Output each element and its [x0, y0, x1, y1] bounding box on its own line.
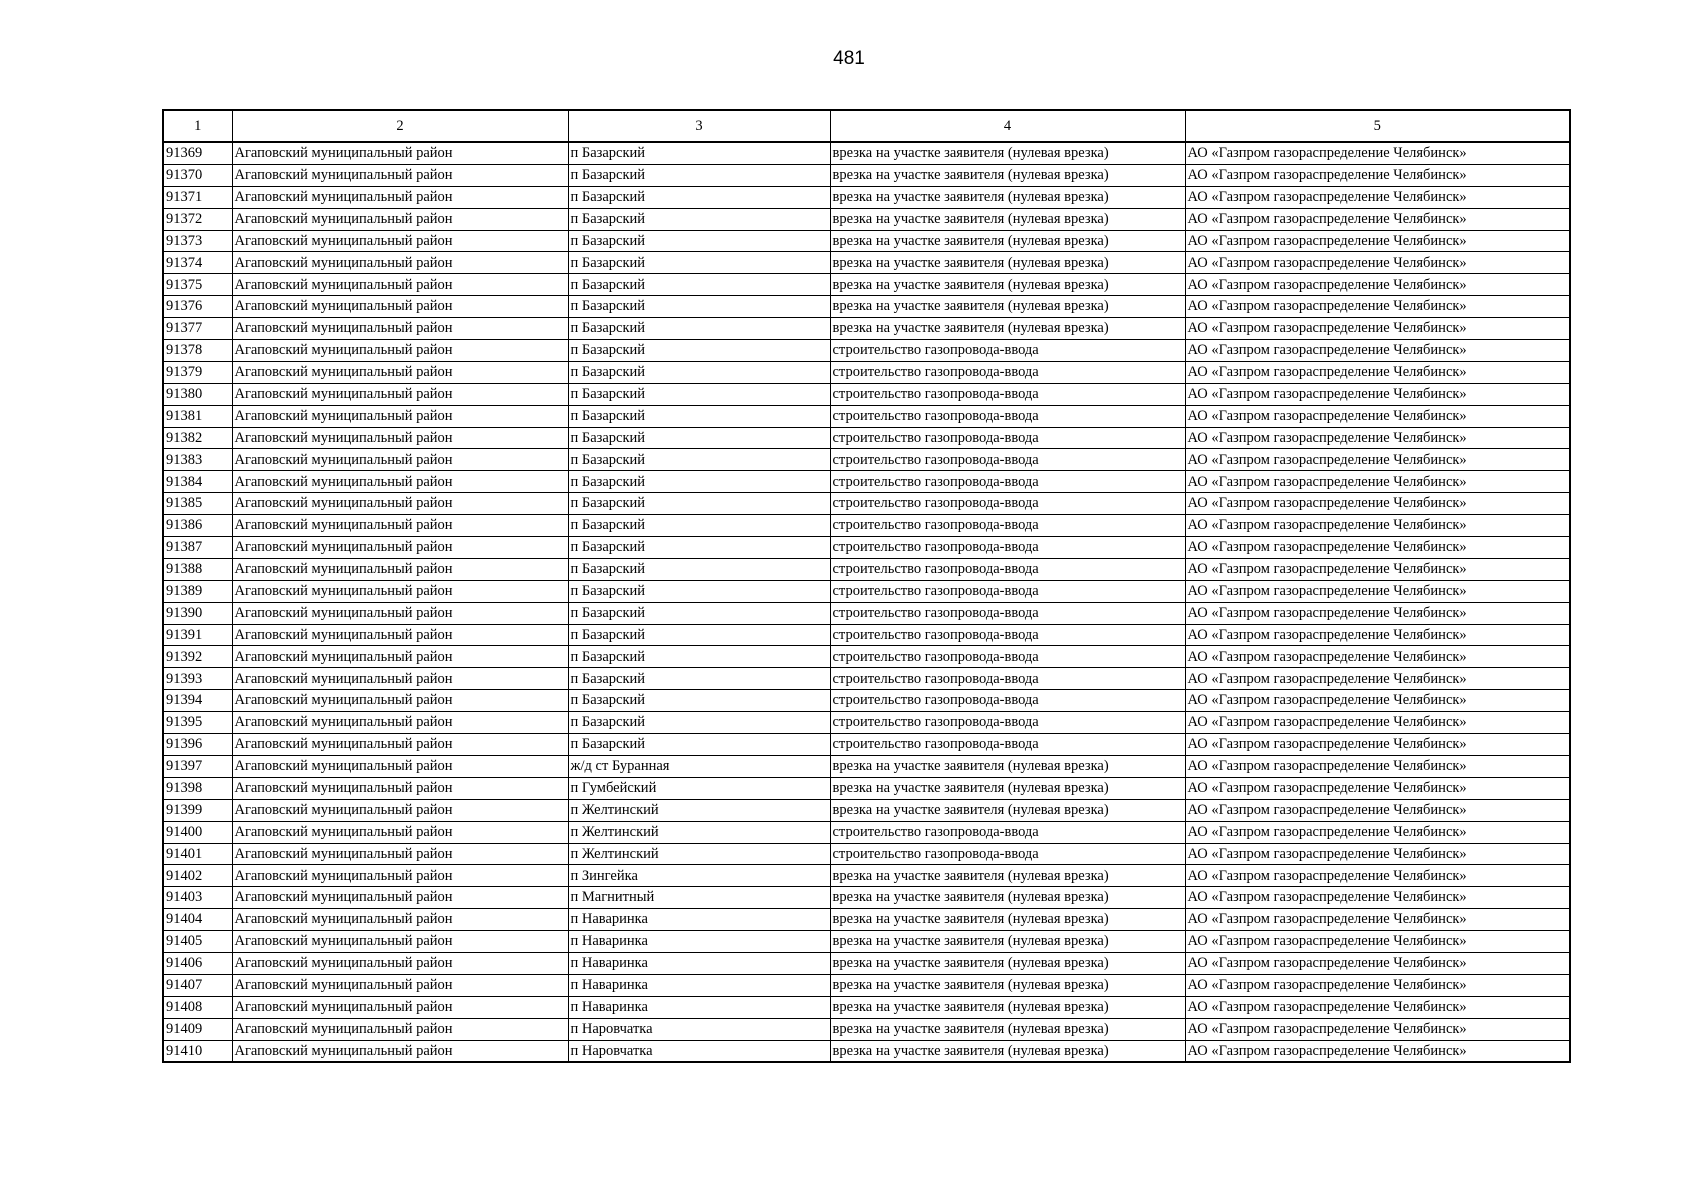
row-number-cell: 91375 — [163, 274, 232, 296]
organization-cell: АО «Газпром газораспределение Челябинск» — [1185, 887, 1570, 909]
row-number-cell: 91396 — [163, 734, 232, 756]
district-cell: Агаповский муниципальный район — [232, 164, 568, 186]
table-row — [163, 340, 1570, 362]
organization-cell: АО «Газпром газораспределение Челябинск» — [1185, 142, 1570, 164]
settlement-cell: п Желтинский — [568, 799, 830, 821]
district-cell: Агаповский муниципальный район — [232, 668, 568, 690]
work-type-cell: строительство газопровода-ввода — [830, 493, 1185, 515]
table-row — [163, 318, 1570, 340]
district-cell: Агаповский муниципальный район — [232, 405, 568, 427]
work-type-cell: врезка на участке заявителя (нулевая врезка) — [830, 952, 1185, 974]
district-cell: Агаповский муниципальный район — [232, 427, 568, 449]
row-number-cell: 91372 — [163, 208, 232, 230]
settlement-cell: п Базарский — [568, 230, 830, 252]
settlement-cell: п Базарский — [568, 471, 830, 493]
work-type-cell: врезка на участке заявителя (нулевая врезка) — [830, 755, 1185, 777]
work-type-cell: врезка на участке заявителя (нулевая врезка) — [830, 974, 1185, 996]
settlement-cell: п Базарский — [568, 274, 830, 296]
organization-cell: АО «Газпром газораспределение Челябинск» — [1185, 777, 1570, 799]
header-row — [163, 110, 1570, 142]
settlement-cell: п Базарский — [568, 164, 830, 186]
work-type-cell: врезка на участке заявителя (нулевая врезка) — [830, 777, 1185, 799]
row-number-cell: 91388 — [163, 558, 232, 580]
district-cell: Агаповский муниципальный район — [232, 931, 568, 953]
work-type-cell: врезка на участке заявителя (нулевая врезка) — [830, 186, 1185, 208]
organization-cell: АО «Газпром газораспределение Челябинск» — [1185, 186, 1570, 208]
settlement-cell: п Базарский — [568, 493, 830, 515]
row-number-cell: 91370 — [163, 164, 232, 186]
work-type-cell: строительство газопровода-ввода — [830, 580, 1185, 602]
row-number-cell: 91410 — [163, 1040, 232, 1062]
district-cell: Агаповский муниципальный район — [232, 383, 568, 405]
settlement-cell: п Базарский — [568, 646, 830, 668]
work-type-cell: врезка на участке заявителя (нулевая врезка) — [830, 887, 1185, 909]
row-number-cell: 91406 — [163, 952, 232, 974]
work-type-cell: врезка на участке заявителя (нулевая врезка) — [830, 799, 1185, 821]
district-cell: Агаповский муниципальный район — [232, 449, 568, 471]
organization-cell: АО «Газпром газораспределение Челябинск» — [1185, 843, 1570, 865]
table-row — [163, 1040, 1570, 1062]
table-header — [163, 110, 1570, 142]
district-cell: Агаповский муниципальный район — [232, 471, 568, 493]
district-cell: Агаповский муниципальный район — [232, 624, 568, 646]
settlement-cell: п Наровчатка — [568, 1040, 830, 1062]
district-cell: Агаповский муниципальный район — [232, 909, 568, 931]
district-cell: Агаповский муниципальный район — [232, 142, 568, 164]
work-type-cell: врезка на участке заявителя (нулевая врезка) — [830, 274, 1185, 296]
settlement-cell: п Наваринка — [568, 952, 830, 974]
settlement-cell: п Базарский — [568, 208, 830, 230]
settlement-cell: п Наваринка — [568, 996, 830, 1018]
district-cell: Агаповский муниципальный район — [232, 252, 568, 274]
settlement-cell: п Базарский — [568, 624, 830, 646]
work-type-cell: врезка на участке заявителя (нулевая врезка) — [830, 996, 1185, 1018]
organization-cell: АО «Газпром газораспределение Челябинск» — [1185, 974, 1570, 996]
table-row — [163, 427, 1570, 449]
work-type-cell: строительство газопровода-ввода — [830, 734, 1185, 756]
table-row — [163, 230, 1570, 252]
table-body — [163, 142, 1570, 1062]
settlement-cell: ж/д ст Буранная — [568, 755, 830, 777]
table-row — [163, 1018, 1570, 1040]
organization-cell: АО «Газпром газораспределение Челябинск» — [1185, 996, 1570, 1018]
row-number-cell: 91393 — [163, 668, 232, 690]
organization-cell: АО «Газпром газораспределение Челябинск» — [1185, 471, 1570, 493]
settlement-cell: п Базарский — [568, 361, 830, 383]
table-row — [163, 712, 1570, 734]
organization-cell: АО «Газпром газораспределение Челябинск» — [1185, 580, 1570, 602]
row-number-cell: 91381 — [163, 405, 232, 427]
row-number-cell: 91386 — [163, 515, 232, 537]
district-cell: Агаповский муниципальный район — [232, 690, 568, 712]
row-number-cell: 91402 — [163, 865, 232, 887]
settlement-cell: п Базарский — [568, 734, 830, 756]
table-row — [163, 515, 1570, 537]
table-row — [163, 865, 1570, 887]
table-row — [163, 624, 1570, 646]
table-row — [163, 931, 1570, 953]
table-row — [163, 668, 1570, 690]
row-number-cell: 91374 — [163, 252, 232, 274]
district-cell: Агаповский муниципальный район — [232, 843, 568, 865]
row-number-cell: 91404 — [163, 909, 232, 931]
row-number-cell: 91391 — [163, 624, 232, 646]
settlement-cell: п Гумбейский — [568, 777, 830, 799]
table-row — [163, 296, 1570, 318]
row-number-cell: 91408 — [163, 996, 232, 1018]
column-header-1: 1 — [163, 110, 232, 142]
table-row — [163, 996, 1570, 1018]
table-row — [163, 777, 1570, 799]
column-header-3: 3 — [568, 110, 830, 142]
district-cell: Агаповский муниципальный район — [232, 208, 568, 230]
table-row — [163, 208, 1570, 230]
settlement-cell: п Наваринка — [568, 931, 830, 953]
work-type-cell: строительство газопровода-ввода — [830, 843, 1185, 865]
district-cell: Агаповский муниципальный район — [232, 580, 568, 602]
row-number-cell: 91405 — [163, 931, 232, 953]
work-type-cell: строительство газопровода-ввода — [830, 471, 1185, 493]
work-type-cell: врезка на участке заявителя (нулевая врезка) — [830, 296, 1185, 318]
settlement-cell: п Базарский — [568, 712, 830, 734]
organization-cell: АО «Газпром газораспределение Челябинск» — [1185, 1040, 1570, 1062]
settlement-cell: п Базарский — [568, 668, 830, 690]
work-type-cell: строительство газопровода-ввода — [830, 712, 1185, 734]
district-cell: Агаповский муниципальный район — [232, 274, 568, 296]
work-type-cell: врезка на участке заявителя (нулевая врезка) — [830, 1040, 1185, 1062]
table-row — [163, 493, 1570, 515]
row-number-cell: 91373 — [163, 230, 232, 252]
settlement-cell: п Базарский — [568, 340, 830, 362]
registry-table — [162, 109, 1571, 1063]
organization-cell: АО «Газпром газораспределение Челябинск» — [1185, 361, 1570, 383]
settlement-cell: п Базарский — [568, 318, 830, 340]
organization-cell: АО «Газпром газораспределение Челябинск» — [1185, 537, 1570, 559]
settlement-cell: п Магнитный — [568, 887, 830, 909]
organization-cell: АО «Газпром газораспределение Челябинск» — [1185, 383, 1570, 405]
work-type-cell: строительство газопровода-ввода — [830, 646, 1185, 668]
work-type-cell: врезка на участке заявителя (нулевая врезка) — [830, 252, 1185, 274]
table-row — [163, 974, 1570, 996]
work-type-cell: врезка на участке заявителя (нулевая врезка) — [830, 931, 1185, 953]
row-number-cell: 91377 — [163, 318, 232, 340]
district-cell: Агаповский муниципальный район — [232, 493, 568, 515]
organization-cell: АО «Газпром газораспределение Челябинск» — [1185, 690, 1570, 712]
district-cell: Агаповский муниципальный район — [232, 1040, 568, 1062]
settlement-cell: п Желтинский — [568, 821, 830, 843]
row-number-cell: 91399 — [163, 799, 232, 821]
district-cell: Агаповский муниципальный район — [232, 952, 568, 974]
organization-cell: АО «Газпром газораспределение Челябинск» — [1185, 252, 1570, 274]
row-number-cell: 91384 — [163, 471, 232, 493]
settlement-cell: п Базарский — [568, 252, 830, 274]
table-row — [163, 952, 1570, 974]
settlement-cell: п Базарский — [568, 383, 830, 405]
organization-cell: АО «Газпром газораспределение Челябинск» — [1185, 164, 1570, 186]
row-number-cell: 91378 — [163, 340, 232, 362]
work-type-cell: врезка на участке заявителя (нулевая врезка) — [830, 909, 1185, 931]
settlement-cell: п Базарский — [568, 515, 830, 537]
table-row — [163, 383, 1570, 405]
work-type-cell: врезка на участке заявителя (нулевая врезка) — [830, 142, 1185, 164]
column-header-5: 5 — [1185, 110, 1570, 142]
district-cell: Агаповский муниципальный район — [232, 974, 568, 996]
district-cell: Агаповский муниципальный район — [232, 186, 568, 208]
district-cell: Агаповский муниципальный район — [232, 361, 568, 383]
organization-cell: АО «Газпром газораспределение Челябинск» — [1185, 865, 1570, 887]
row-number-cell: 91407 — [163, 974, 232, 996]
table-row — [163, 909, 1570, 931]
work-type-cell: строительство газопровода-ввода — [830, 668, 1185, 690]
settlement-cell: п Базарский — [568, 427, 830, 449]
organization-cell: АО «Газпром газораспределение Челябинск» — [1185, 405, 1570, 427]
settlement-cell: п Базарский — [568, 558, 830, 580]
work-type-cell: строительство газопровода-ввода — [830, 690, 1185, 712]
organization-cell: АО «Газпром газораспределение Челябинск» — [1185, 734, 1570, 756]
work-type-cell: строительство газопровода-ввода — [830, 821, 1185, 843]
district-cell: Агаповский муниципальный район — [232, 602, 568, 624]
organization-cell: АО «Газпром газораспределение Челябинск» — [1185, 427, 1570, 449]
organization-cell: АО «Газпром газораспределение Челябинск» — [1185, 624, 1570, 646]
work-type-cell: строительство газопровода-ввода — [830, 449, 1185, 471]
organization-cell: АО «Газпром газораспределение Челябинск» — [1185, 712, 1570, 734]
table-row — [163, 646, 1570, 668]
work-type-cell: врезка на участке заявителя (нулевая врезка) — [830, 865, 1185, 887]
row-number-cell: 91385 — [163, 493, 232, 515]
row-number-cell: 91380 — [163, 383, 232, 405]
table-row — [163, 799, 1570, 821]
district-cell: Агаповский муниципальный район — [232, 996, 568, 1018]
organization-cell: АО «Газпром газораспределение Челябинск» — [1185, 493, 1570, 515]
district-cell: Агаповский муниципальный район — [232, 646, 568, 668]
settlement-cell: п Желтинский — [568, 843, 830, 865]
table-row — [163, 164, 1570, 186]
settlement-cell: п Наровчатка — [568, 1018, 830, 1040]
organization-cell: АО «Газпром газораспределение Челябинск» — [1185, 909, 1570, 931]
table-row — [163, 558, 1570, 580]
settlement-cell: п Базарский — [568, 296, 830, 318]
row-number-cell: 91369 — [163, 142, 232, 164]
work-type-cell: строительство газопровода-ввода — [830, 558, 1185, 580]
work-type-cell: строительство газопровода-ввода — [830, 405, 1185, 427]
district-cell: Агаповский муниципальный район — [232, 558, 568, 580]
organization-cell: АО «Газпром газораспределение Челябинск» — [1185, 318, 1570, 340]
organization-cell: АО «Газпром газораспределение Челябинск» — [1185, 449, 1570, 471]
work-type-cell: врезка на участке заявителя (нулевая врезка) — [830, 318, 1185, 340]
organization-cell: АО «Газпром газораспределение Челябинск» — [1185, 668, 1570, 690]
district-cell: Агаповский муниципальный район — [232, 821, 568, 843]
table-row — [163, 821, 1570, 843]
row-number-cell: 91401 — [163, 843, 232, 865]
row-number-cell: 91400 — [163, 821, 232, 843]
row-number-cell: 91397 — [163, 755, 232, 777]
settlement-cell: п Базарский — [568, 602, 830, 624]
district-cell: Агаповский муниципальный район — [232, 296, 568, 318]
work-type-cell: строительство газопровода-ввода — [830, 383, 1185, 405]
settlement-cell: п Базарский — [568, 449, 830, 471]
district-cell: Агаповский муниципальный район — [232, 799, 568, 821]
settlement-cell: п Базарский — [568, 142, 830, 164]
work-type-cell: строительство газопровода-ввода — [830, 602, 1185, 624]
district-cell: Агаповский муниципальный район — [232, 777, 568, 799]
table-row — [163, 580, 1570, 602]
table-row — [163, 734, 1570, 756]
organization-cell: АО «Газпром газораспределение Челябинск» — [1185, 274, 1570, 296]
settlement-cell: п Базарский — [568, 580, 830, 602]
organization-cell: АО «Газпром газораспределение Челябинск» — [1185, 515, 1570, 537]
row-number-cell: 91382 — [163, 427, 232, 449]
row-number-cell: 91394 — [163, 690, 232, 712]
work-type-cell: строительство газопровода-ввода — [830, 361, 1185, 383]
work-type-cell: врезка на участке заявителя (нулевая врезка) — [830, 208, 1185, 230]
table-row — [163, 843, 1570, 865]
organization-cell: АО «Газпром газораспределение Челябинск» — [1185, 799, 1570, 821]
work-type-cell: строительство газопровода-ввода — [830, 537, 1185, 559]
organization-cell: АО «Газпром газораспределение Челябинск» — [1185, 602, 1570, 624]
work-type-cell: врезка на участке заявителя (нулевая врезка) — [830, 1018, 1185, 1040]
settlement-cell: п Базарский — [568, 186, 830, 208]
organization-cell: АО «Газпром газораспределение Челябинск» — [1185, 952, 1570, 974]
settlement-cell: п Наваринка — [568, 909, 830, 931]
row-number-cell: 91383 — [163, 449, 232, 471]
page-number: 481 — [833, 48, 865, 69]
row-number-cell: 91387 — [163, 537, 232, 559]
table-row — [163, 690, 1570, 712]
settlement-cell: п Базарский — [568, 690, 830, 712]
row-number-cell: 91392 — [163, 646, 232, 668]
district-cell: Агаповский муниципальный район — [232, 515, 568, 537]
table-row — [163, 755, 1570, 777]
table-row — [163, 602, 1570, 624]
organization-cell: АО «Газпром газораспределение Челябинск» — [1185, 1018, 1570, 1040]
table-row — [163, 405, 1570, 427]
district-cell: Агаповский муниципальный район — [232, 755, 568, 777]
organization-cell: АО «Газпром газораспределение Челябинск» — [1185, 755, 1570, 777]
settlement-cell: п Зингейка — [568, 865, 830, 887]
column-header-2: 2 — [232, 110, 568, 142]
table-row — [163, 252, 1570, 274]
row-number-cell: 91389 — [163, 580, 232, 602]
row-number-cell: 91379 — [163, 361, 232, 383]
column-header-4: 4 — [830, 110, 1185, 142]
district-cell: Агаповский муниципальный район — [232, 318, 568, 340]
district-cell: Агаповский муниципальный район — [232, 340, 568, 362]
row-number-cell: 91398 — [163, 777, 232, 799]
work-type-cell: строительство газопровода-ввода — [830, 515, 1185, 537]
work-type-cell: строительство газопровода-ввода — [830, 427, 1185, 449]
organization-cell: АО «Газпром газораспределение Челябинск» — [1185, 296, 1570, 318]
district-cell: Агаповский муниципальный район — [232, 1018, 568, 1040]
work-type-cell: строительство газопровода-ввода — [830, 340, 1185, 362]
organization-cell: АО «Газпром газораспределение Челябинск» — [1185, 931, 1570, 953]
table-row — [163, 887, 1570, 909]
settlement-cell: п Базарский — [568, 405, 830, 427]
district-cell: Агаповский муниципальный район — [232, 887, 568, 909]
table-row — [163, 471, 1570, 493]
organization-cell: АО «Газпром газораспределение Челябинск» — [1185, 558, 1570, 580]
organization-cell: АО «Газпром газораспределение Челябинск» — [1185, 208, 1570, 230]
row-number-cell: 91409 — [163, 1018, 232, 1040]
district-cell: Агаповский муниципальный район — [232, 865, 568, 887]
table-row — [163, 537, 1570, 559]
district-cell: Агаповский муниципальный район — [232, 712, 568, 734]
table-row — [163, 274, 1570, 296]
row-number-cell: 91403 — [163, 887, 232, 909]
district-cell: Агаповский муниципальный район — [232, 537, 568, 559]
row-number-cell: 91395 — [163, 712, 232, 734]
district-cell: Агаповский муниципальный район — [232, 230, 568, 252]
work-type-cell: врезка на участке заявителя (нулевая врезка) — [830, 164, 1185, 186]
work-type-cell: врезка на участке заявителя (нулевая врезка) — [830, 230, 1185, 252]
settlement-cell: п Наваринка — [568, 974, 830, 996]
row-number-cell: 91371 — [163, 186, 232, 208]
table-row — [163, 449, 1570, 471]
district-cell: Агаповский муниципальный район — [232, 734, 568, 756]
organization-cell: АО «Газпром газораспределение Челябинск» — [1185, 646, 1570, 668]
table-row — [163, 361, 1570, 383]
settlement-cell: п Базарский — [568, 537, 830, 559]
row-number-cell: 91376 — [163, 296, 232, 318]
organization-cell: АО «Газпром газораспределение Челябинск» — [1185, 821, 1570, 843]
row-number-cell: 91390 — [163, 602, 232, 624]
table-row — [163, 142, 1570, 164]
organization-cell: АО «Газпром газораспределение Челябинск» — [1185, 340, 1570, 362]
table-row — [163, 186, 1570, 208]
organization-cell: АО «Газпром газораспределение Челябинск» — [1185, 230, 1570, 252]
work-type-cell: строительство газопровода-ввода — [830, 624, 1185, 646]
